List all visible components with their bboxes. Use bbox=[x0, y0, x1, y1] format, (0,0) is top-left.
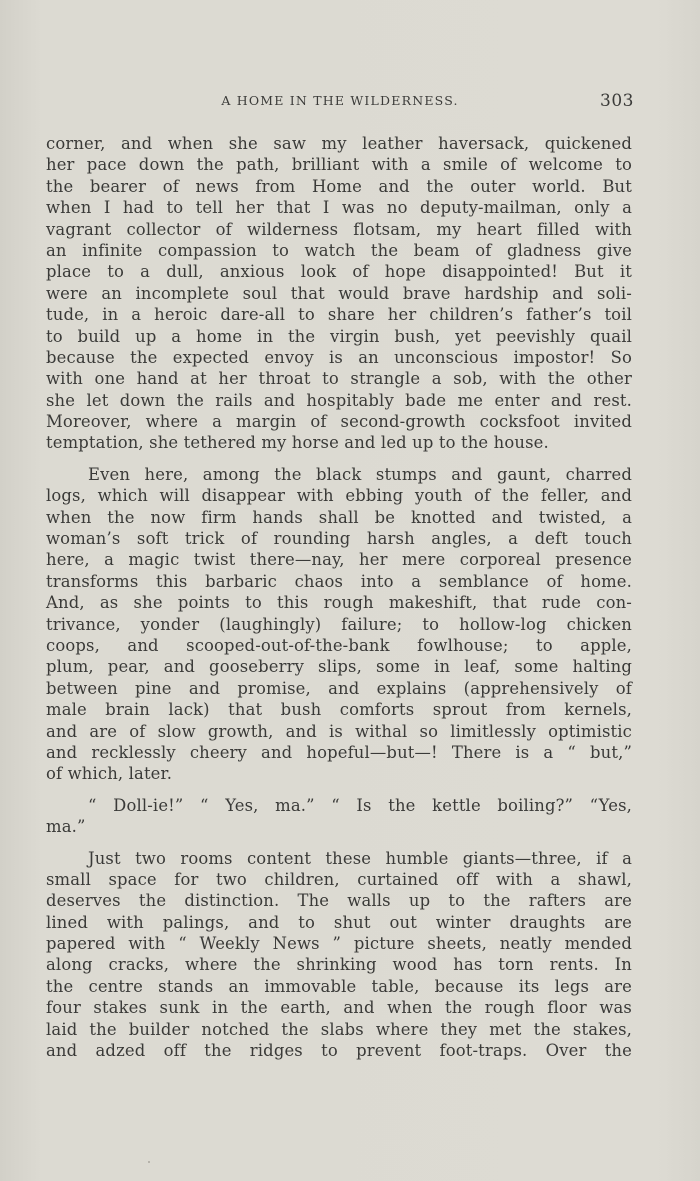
text-line: when the now firm hands shall be knotted and twisted, a bbox=[46, 507, 632, 527]
text-line: she let down the rails and hospitably bade me enter and rest. bbox=[46, 390, 632, 410]
text-line: coops, and scooped-out-of-the-bank fowlhouse; to apple, bbox=[46, 635, 632, 655]
text-line: and adzed off the ridges to prevent foot-traps. Over the bbox=[46, 1041, 632, 1061]
text-line: because the expected envoy is an unconscious impostor! So bbox=[46, 347, 632, 367]
text-line: an infinite compassion to watch the beam of gladness give bbox=[46, 240, 632, 260]
running-head: A HOME IN THE WILDERNESS. bbox=[221, 93, 459, 108]
paragraph-3 bbox=[46, 795, 632, 838]
text-line: and recklessly cheery and hopeful—but—! There is a “ but,” bbox=[46, 742, 632, 762]
text-line: and are of slow growth, and is withal so limitlessly optimistic bbox=[46, 721, 632, 741]
text-line: vagrant collector of wilderness flotsam, my heart filled with bbox=[46, 219, 632, 239]
paragraph-1 bbox=[46, 133, 632, 454]
text-line: small space for two children, curtained off with a shawl, bbox=[46, 869, 632, 889]
text-line: here, a magic twist there—nay, her mere corporeal presence bbox=[46, 550, 632, 570]
paragraph-gap bbox=[46, 838, 632, 848]
text-line: her pace down the path, brilliant with a smile of welcome to bbox=[46, 155, 632, 175]
paragraph-2 bbox=[46, 464, 632, 785]
body-text bbox=[46, 133, 632, 1061]
text-line: with one hand at her throat to strangle a sob, with the other bbox=[46, 369, 632, 389]
text-line: Just two rooms content these humble giants—three, if a bbox=[88, 848, 632, 868]
paragraph-gap bbox=[46, 454, 632, 464]
paragraph-gap bbox=[46, 785, 632, 795]
text-line: four stakes sunk in the earth, and when the rough floor was bbox=[46, 998, 632, 1018]
text-line: papered with “ Weekly News ” picture sheets, neatly mended bbox=[46, 934, 632, 954]
text-line: plum, pear, and gooseberry slips, some in leaf, some halting bbox=[46, 657, 632, 677]
text-line: of which, later. bbox=[46, 764, 173, 784]
text-line: laid the builder notched the slabs where they met the stakes, bbox=[46, 1019, 632, 1039]
text-line: logs, which will disappear with ebbing youth of the feller, and bbox=[46, 486, 632, 506]
text-line: between pine and promise, and explains (apprehensively of bbox=[46, 678, 632, 698]
text-line: the bearer of news from Home and the outer world. But bbox=[46, 176, 632, 196]
text-line: tude, in a heroic dare-all to share her children’s father’s toil bbox=[46, 305, 632, 325]
text-line: Moreover, where a margin of second-growth cocksfoot invited bbox=[46, 412, 632, 432]
text-line: transforms this barbaric chaos into a semblance of home. bbox=[46, 571, 632, 591]
text-line: ma.” bbox=[46, 817, 86, 837]
text-line: lined with palings, and to shut out winter draughts are bbox=[46, 912, 632, 932]
text-line: Even here, among the black stumps and gaunt, charred bbox=[88, 464, 632, 484]
text-line: deserves the distinction. The walls up to the rafters are bbox=[46, 891, 632, 911]
text-line: woman’s soft trick of rounding harsh angles, a deft touch bbox=[46, 529, 632, 549]
page-number: 303 bbox=[600, 91, 634, 111]
text-line: “ Doll-ie!” “ Yes, ma.” “ Is the kettle boiling?” “Yes, bbox=[88, 795, 632, 815]
text-line: were an incomplete soul that would brave hardship and soli- bbox=[46, 283, 632, 303]
paragraph-4 bbox=[46, 848, 632, 1062]
text-line: trivance, yonder (laughingly) failure; to hollow-log chicken bbox=[46, 614, 632, 634]
text-line: along cracks, where the shrinking wood has torn rents. In bbox=[46, 955, 632, 975]
text-line: to build up a home in the virgin bush, yet peevishly quail bbox=[46, 326, 632, 346]
text-line: male brain lack) that bush comforts sprout from kernels, bbox=[46, 700, 632, 720]
text-line: the centre stands an immovable table, because its legs are bbox=[46, 976, 632, 996]
text-line: place to a dull, anxious look of hope disappointed! But it bbox=[46, 262, 632, 282]
text-line: And, as she points to this rough makeshift, that rude con- bbox=[46, 593, 632, 613]
page-header bbox=[46, 91, 634, 115]
paper-speck bbox=[148, 1161, 150, 1163]
text-line: corner, and when she saw my leather haversack, quickened bbox=[46, 134, 632, 153]
text-line: when I had to tell her that I was no deputy-mailman, only a bbox=[46, 198, 632, 218]
text-line: temptation, she tethered my horse and led up to the house. bbox=[46, 433, 549, 453]
